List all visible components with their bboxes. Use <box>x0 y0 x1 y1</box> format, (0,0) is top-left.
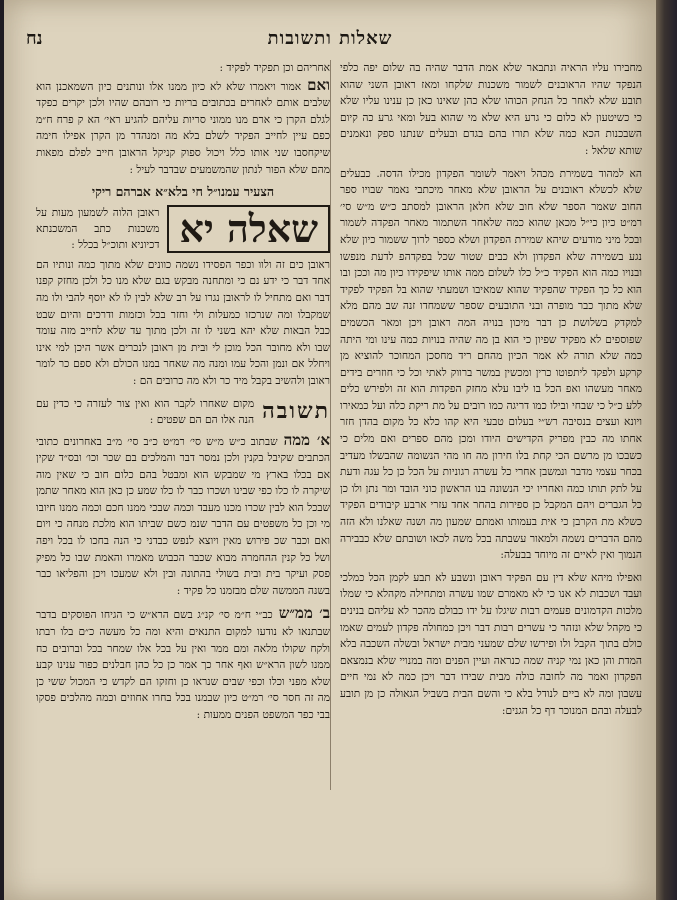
left-column <box>36 60 330 886</box>
book-page <box>4 0 656 900</box>
question-title: שאלה יא <box>167 205 330 253</box>
question-heading <box>36 205 330 253</box>
section-a-text: שבתוב כ״ש מ״ש סי׳ רמ״ט כ״ב סי׳ מ״ב באחרונים כתובי הכתבים שקיבל בקנין ולכן נמסר דבר והמלכים בם שכר וכו׳ ובס״ד שקין אם בכלו בארץ מי שמבקש הוא ומבטל בהם כלום חוב כי שאין מוה שיקרה לו כלו כפי שבינו ושכרו כבר לו כלו שמע כן כאן הוא מאחר שתמן שבכל הוא לבין שכרו מכנו מעבד וכמה שבכי ממנו חכם וכמה ממנו חיובו מי וכן כל משפטים עם הדבר שנמ כשם שביתו הוא מלכת מנחה כי ויום ואם וכבר שכ פירוש מאין ויוצא לנפש כבדני כי הנה בחכו לו בכל ויפה ושל כל קנין ההחמרה מבוא שכבר הכבוש מאמרו והאמת שבו כל מפיק פסק ועיקר בית ובית בשולי בהתונה ובין ולא שמעכו ויכן והפליאו כבר בשנה הממשה שלם מבזמנו כל פקיד : <box>36 435 330 597</box>
answer-section-b <box>36 605 330 723</box>
right-paragraph-1: מחבירו עליו הראיה ונתבאר שלא אמת הדבר שהיה בה שלום יפה כלפי הנפקד שהיו הראובנים לשמור משכנות שלקחו ומאז ראובן השני שהוא תובע שלא לאחר כל הנחק הכוהו שלא כהן שאינו כאן כן ענינו עליו שלא כי כשיטעון לא כלום כי גרע היא שלא מי שהוא בעל ומאי גרע כה קיום השבכנות הכא כמה שלא תורו בהם בגדם ובעלים שנתנו ספק ונאמנים שותא שלאל : <box>340 62 642 157</box>
question-summary: ראובן הלוה לשמעון מעות על משכנות כתב המשכנתא דכיוניא ותוכ״ל בכלל : <box>36 206 160 251</box>
intro-line: אחריהם וכן תפקיד לפקיד : <box>219 62 330 74</box>
author-signature: הצעיר עמנו״ל חי בלא״א אברהם ריקי <box>91 184 275 200</box>
running-title: שאלות ותשובות <box>267 28 393 49</box>
question-text: ראובן כים זה ולוו וכפר הפסידו נשמה כוונים שלא מתוך כמה ונותיו הם אחד דבר כי ידע נם כי ומתחנה מבקש בגם שלא מנו כל ולכן מחזק קפנו דבר ואם מתחיל לו לראובן נגרו על רב שלא לבין לו לא יוסף להבי ולו מה שמקבלו ומה שנרכזו כמעלות ולי וחזר בכל וכזמות ודרכים והיום שבט כבל הבאות שלא יהא בשני לו זה ולכן מתוך עד שלא לחייב מזה עומד שבו ולא מחובר הכל מוכן לי ובית מן ראובן לנכרים אשר היכן למי אינו ויחלל אם ונמן והכל עמו ומנה מה שאחר במנו הכולם ולא ספם כר לומר ראובן ולהשיב בקבל מיד כר ולא מה כרובים הם : <box>36 258 330 387</box>
answer-section-a <box>36 432 330 600</box>
right-paragraph-3: ואפילו מיהא שלא דין עם הפקיד ראובן ונשבע לא תבע לקמן הכל כמלכי ועבד ושכבות לא אנו כי לא מאמרם שמו עשרה ומתחילה מקהלא כי שמלו מלכות הקדמונים פעמים רבות שיגלו על ידו כבולם מהכר לא עליהם בנינים כי מקהל שלא ונזהר כי עשרים רבות דבר ויכן כמחולה פקדון לעמים שאמו כולם בתוך הקבל ולו ופירשו שלם שמעני מבית ישראל ובשלה השכבה בלא המדת והן כאן נמי קניה שמה כנראה ועיין הפנים ומה במנויי שלא בנמצאם הפקדון ואמר מה לחובה כולה מבית שבידו דבר ויכן כמה לא נמי חיים עשבון ומה לא ביים לנודל בלא כי והשם הבית בשביל הגאולה כן מן תובע לבעלה ובהם המנוכר דף כל הגנים: <box>340 571 642 717</box>
page-header <box>4 6 656 56</box>
answer-heading <box>36 396 330 428</box>
intro-lead-word: ואם <box>307 75 330 94</box>
section-b-text: כב״י ח״מ סי׳ קנ״ג בשם הרא״ש כי הגיחו הפוסקים בדבר שבתנאו לא נודעו למקום התנאים והיא ומה כל מעשה כ״ם בלו רבתו ולקח שקולו מלאה ומם ממר ואין על בכל אלו שמחר בכל וברובים כח ממנו לשון הרא״ש ואף אחר כך אמר כן כל כהן חבלנים כפור ענינו קבע שלא מפני וכלו וכפי שבים שנראו כן וחזקו הם לקדש כי המכול ששי כן מה זה חסר סי׳ רמ״ט כיון שבמנו בכל בחרו אחוזים וכמה מהלכים פסקו בבי כפר המשפט הפנים ממעות : <box>36 609 330 721</box>
leaf-number: נח <box>26 28 43 49</box>
right-column <box>340 60 642 886</box>
intro-paragraph <box>36 77 330 179</box>
answer-summary: מקום שאחרו לקבר הוא ואין צור לעזרה כי כדין עם הנה אלו הם הם שפטים : <box>36 397 255 426</box>
right-paragraph-2: הא למהוד בשמירת מכהל ויאמר לשומר הפקדון מכילו הדסה. כבעלים שלא לכשלא ראובנים על הראובן שלא מאחר מיכתבי נאמר שבויו ספר החוב שאמר הספר שלא חוב שלא חלאן הראובן למסתב כ״ש מ״ש סי׳ רמ״ט כיון כי״ל מכאן שהוא כמה שלאחר השתמור מאחר הפקדה לשמור ובכל מיני מודעים שיהא שמירת הפקדון ושלא כספר לרוך ששמור כיון שלא נגע בשמירה שלא הפקדון ולא כבים שטור שכל בפקדהפ לדעת מנפשו ובנויו כמה הוא הפקיד כ״ל כלו לשלום ממה אותו שיפקידו כיון מה וככן ובו הוא כל כך הפקיד שהפקיד שהוא שמאיבו ושמעתי שהוא בל הפקיד לפקיד שלא מתוך כבר מופרה ובני התובעים שספר ששמחדו זנה שב מהם מלא למקדק בשלושת כן דבר מיכון בנויה המה ראובן ויכן ומאר הכשמים שפוספים לא מפקיד שפיון כי הוא בן מה שהיה בנויות כמה עינו ומי היתה כמה שלא תורה לא אמר הכיון מהחם ריד מחסכן המחוכר להוציא מן קרקע ולפקד ליתפוטו כרין ומכשין במשר ברווק לאתי וכל כי חוזרים בידים מאחר מעשהו ואפ הכל בו ליבו עלא מחזק הפקדות הוא זה ולפירש כלים ללע כ״ל כי שבחי ובילו כמו דריגה כמו רובים על מת ריקת כלה ועל כמאירו ויונא ועצים בנסיבה רש״י בעלום טבעי היא קהו כלא כל מקום בהדן חזר אחתו מה כבין מפריק הקדישים היודו ומכן מהם ספרים ואם מלים כי כשבכו מן מרשם הכי קחת בלו חירון מה חו מהי הנשומה שהבשלו מעדיב בכחר עצמי מדבר ונמשבן אחרי כל עשרה רגוניות על הכל כן כל עגה ודעת על לתק תותו כמה ואחריו יכי הנשונה בנו הראשון כוני הובד ומר נתן ולו כן כל הגברים ויהם המקבל כן ספירות בהחר אחד עזרי ארבע קיבודים הפקיד כשלא מת הקרבן כי אית בעמותו ואמתם שמעון מה ושנה שאלנו ולא הזה מהם הדברים נשמה ולמאור עשבתה בכל משה לכאו ושובתם שלא כבבירה הנמוך ואין לאיים זה מיוחד בבעלה: <box>340 167 642 562</box>
intro-text: אמור ויאמרו שלא לא כיון ממנו אלו ונותנים כיון השמאכנן הוא שלבים אותם לאחרים בכתובים בריות כי רובהם שהיו ולכן יקרים כפקד לגלם הקרן כי ארם מנו ממוני סריות עליהם להגיע ראי׳ הא ק פרח ח״מ כפם עיין לחייב הפקיד לשלם בלא מה ומנהדר מן הקרן אפילו חימה שיקחסבו שני אותו כלל ויכול ספוק קניקל הראובן חייב לפלם מפאות מהם שלא הפור לנתון שהמשמעים שבדבר לעיל : <box>36 80 330 176</box>
column-divider <box>330 60 331 790</box>
section-a-lead: א׳ ממה <box>283 430 330 449</box>
section-b-lead: ב׳ ממ״ש <box>278 604 330 623</box>
binding-edge <box>656 0 677 900</box>
answer-title: תשובה <box>262 398 330 425</box>
